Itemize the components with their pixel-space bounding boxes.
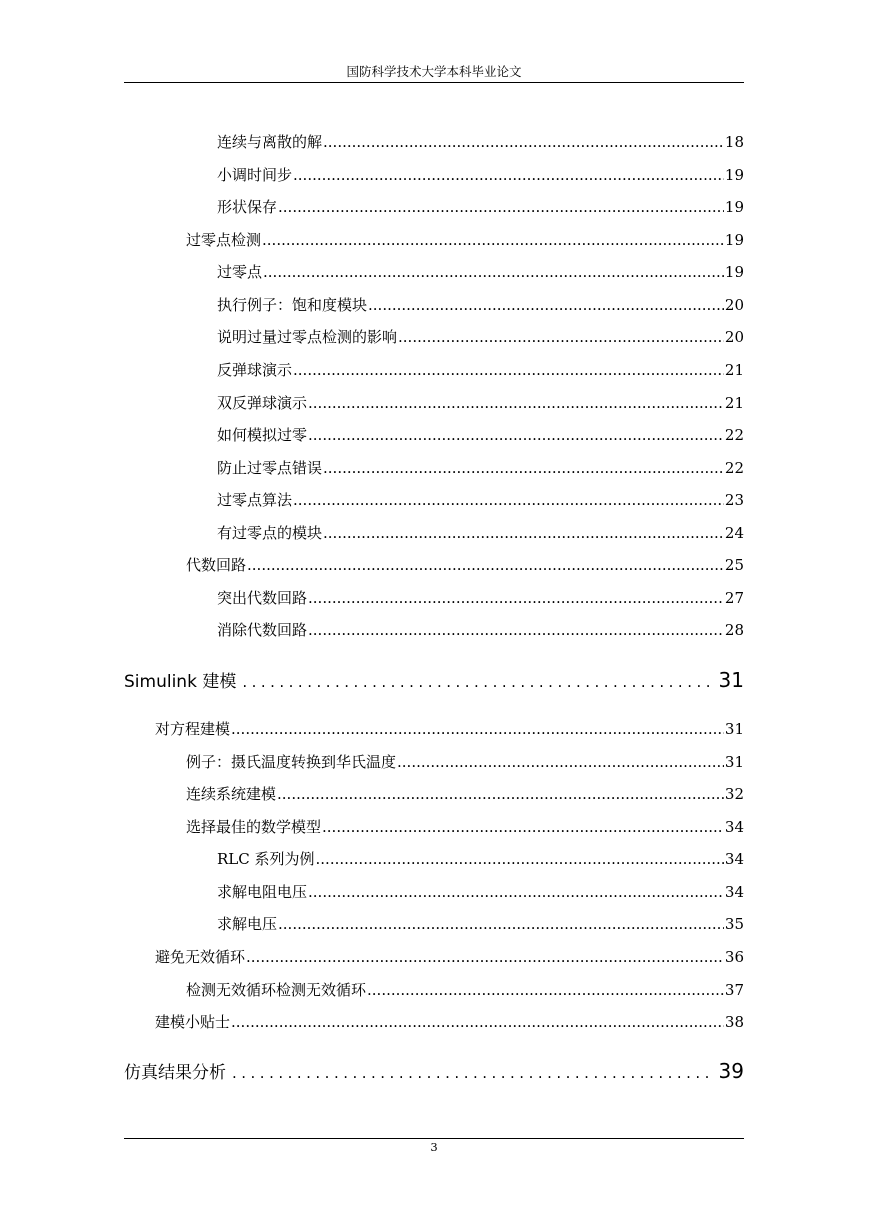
toc-entry-label: 求解电压 (217, 915, 278, 933)
toc-entry[interactable] (186, 816, 744, 837)
toc-entry-label: 双反弹球演示 (217, 394, 308, 412)
toc-dot-leader (308, 589, 724, 607)
toc-entry-page: 20 (724, 296, 744, 314)
toc-entry[interactable] (217, 359, 744, 380)
toc-entry[interactable] (217, 131, 744, 152)
page-header: 国防科学技术大学本科毕业论文 (346, 64, 522, 79)
toc-dot-leader (231, 1013, 724, 1031)
toc-entry-label: 求解电阻电压 (217, 883, 308, 901)
toc-entry-label: 形状保存 (217, 198, 278, 216)
toc-chapter-entry[interactable] (124, 1058, 744, 1083)
toc-entry-label: 建模小贴士 (155, 1013, 231, 1031)
toc-entry-label: 仿真结果分析 (124, 1063, 226, 1083)
toc-entry-label: RLC 系列为例 (217, 850, 315, 868)
toc-entry[interactable] (217, 424, 744, 445)
toc-entry-page: 31 (724, 753, 744, 771)
toc-dot-leader (322, 818, 724, 836)
toc-entry[interactable] (186, 554, 744, 575)
toc-entry-label: 过零点检测 (186, 231, 262, 249)
toc-entry[interactable] (217, 913, 744, 934)
toc-entry[interactable] (217, 522, 744, 543)
toc-entry-page: 20 (724, 328, 744, 346)
toc-entry-page: 19 (724, 198, 744, 216)
toc-entry-label: 如何模拟过零 (217, 426, 308, 444)
toc-dot-leader (231, 720, 724, 738)
toc-entry-label: 小调时间步 (217, 166, 293, 184)
toc-dot-leader (397, 753, 724, 771)
toc-entry-label: 连续与离散的解 (217, 133, 323, 151)
toc-dot-leader (316, 850, 724, 868)
toc-entry-page: 19 (724, 263, 744, 281)
toc-entry[interactable] (217, 261, 744, 282)
toc-entry-label: 说明过量过零点检测的影响 (217, 328, 398, 346)
toc-entry-label: 检测无效循环检测无效循环 (186, 981, 367, 999)
toc-dot-leader (247, 556, 724, 574)
footer-rule (124, 1138, 744, 1139)
toc-entry-page: 21 (724, 361, 744, 379)
toc-dot-leader (323, 524, 724, 542)
toc-entry-label: 选择最佳的数学模型 (186, 818, 322, 836)
toc-dot-leader (323, 133, 724, 151)
toc-dot-leader (293, 166, 724, 184)
toc-dot-leader (262, 231, 724, 249)
toc-entry-page: 32 (724, 785, 744, 803)
toc-dot-leader (368, 296, 724, 314)
toc-dot-leader (367, 981, 724, 999)
toc-entry[interactable] (155, 718, 744, 739)
toc-entry[interactable] (217, 489, 744, 510)
toc-entry-page: 28 (724, 621, 744, 639)
toc-entry-page: 31 (718, 668, 744, 692)
toc-entry-page: 24 (724, 524, 744, 542)
toc-dot-leader (246, 948, 724, 966)
toc-entry-label: 反弹球演示 (217, 361, 293, 379)
toc-entry-label: 消除代数回路 (217, 621, 308, 639)
toc-entry[interactable] (217, 392, 744, 413)
toc-entry-label: Simulink 建模 (124, 672, 237, 692)
toc-dot-leader (263, 263, 724, 281)
toc-entry-page: 27 (724, 589, 744, 607)
toc-entry-label: 执行例子：饱和度模块 (217, 296, 368, 314)
toc-entry-page: 21 (724, 394, 744, 412)
toc-dot-leader (308, 394, 724, 412)
toc-dot-leader (293, 491, 724, 509)
toc-dot-leader (293, 361, 724, 379)
toc-entry-label: 过零点 (217, 263, 263, 281)
toc-entry-label: 例子：摄氏温度转换到华氏温度 (186, 753, 397, 771)
toc-entry-page: 19 (724, 166, 744, 184)
toc-entry-page: 34 (724, 883, 744, 901)
toc-dot-leader (242, 673, 712, 691)
toc-entry[interactable] (155, 1011, 744, 1032)
toc-entry-page: 31 (724, 720, 744, 738)
toc-entry-page: 35 (724, 915, 744, 933)
toc-dot-leader (308, 426, 724, 444)
toc-entry[interactable] (217, 587, 744, 608)
toc-entry-page: 38 (724, 1013, 744, 1031)
toc-entry-label: 对方程建模 (155, 720, 231, 738)
toc-entry-label: 防止过零点错误 (217, 459, 323, 477)
toc-entry-page: 34 (724, 850, 744, 868)
toc-entry-label: 避免无效循环 (155, 948, 246, 966)
toc-entry[interactable] (217, 881, 744, 902)
toc-dot-leader (308, 883, 724, 901)
toc-entry[interactable] (217, 196, 744, 217)
toc-chapter-entry[interactable] (124, 667, 744, 692)
toc-entry-page: 39 (718, 1059, 744, 1083)
toc-dot-leader (278, 915, 724, 933)
toc-dot-leader (277, 785, 724, 803)
toc-entry-page: 37 (724, 981, 744, 999)
toc-entry[interactable] (155, 946, 744, 967)
toc-entry-page: 23 (724, 491, 744, 509)
toc-dot-leader (232, 1064, 713, 1082)
toc-entry-label: 过零点算法 (217, 491, 293, 509)
toc-entry-page: 22 (724, 459, 744, 477)
toc-entry[interactable] (186, 783, 744, 804)
toc-dot-leader (278, 198, 724, 216)
toc-entry-page: 19 (724, 231, 744, 249)
toc-entry-page: 36 (724, 948, 744, 966)
toc-entry-label: 有过零点的模块 (217, 524, 323, 542)
toc-entry-page: 18 (724, 133, 744, 151)
toc-entry-page: 25 (724, 556, 744, 574)
toc-entry[interactable] (217, 326, 744, 347)
toc-entry[interactable] (217, 848, 744, 869)
toc-entry[interactable] (217, 619, 744, 640)
toc-entry[interactable] (217, 294, 744, 315)
toc-entry[interactable] (217, 457, 744, 478)
toc-entry[interactable] (186, 979, 744, 1000)
toc-entry-label: 代数回路 (186, 556, 247, 574)
toc-entry-page: 22 (724, 426, 744, 444)
toc-entry-label: 连续系统建模 (186, 785, 277, 803)
toc-entry[interactable] (186, 229, 744, 250)
toc-entry[interactable] (217, 164, 744, 185)
toc-entry[interactable] (186, 751, 744, 772)
toc-entry-page: 34 (724, 818, 744, 836)
toc-dot-leader (323, 459, 724, 477)
toc-entry-label: 突出代数回路 (217, 589, 308, 607)
page-number: 3 (430, 1140, 438, 1154)
header-rule (124, 82, 744, 83)
toc-dot-leader (308, 621, 724, 639)
toc-dot-leader (398, 328, 724, 346)
